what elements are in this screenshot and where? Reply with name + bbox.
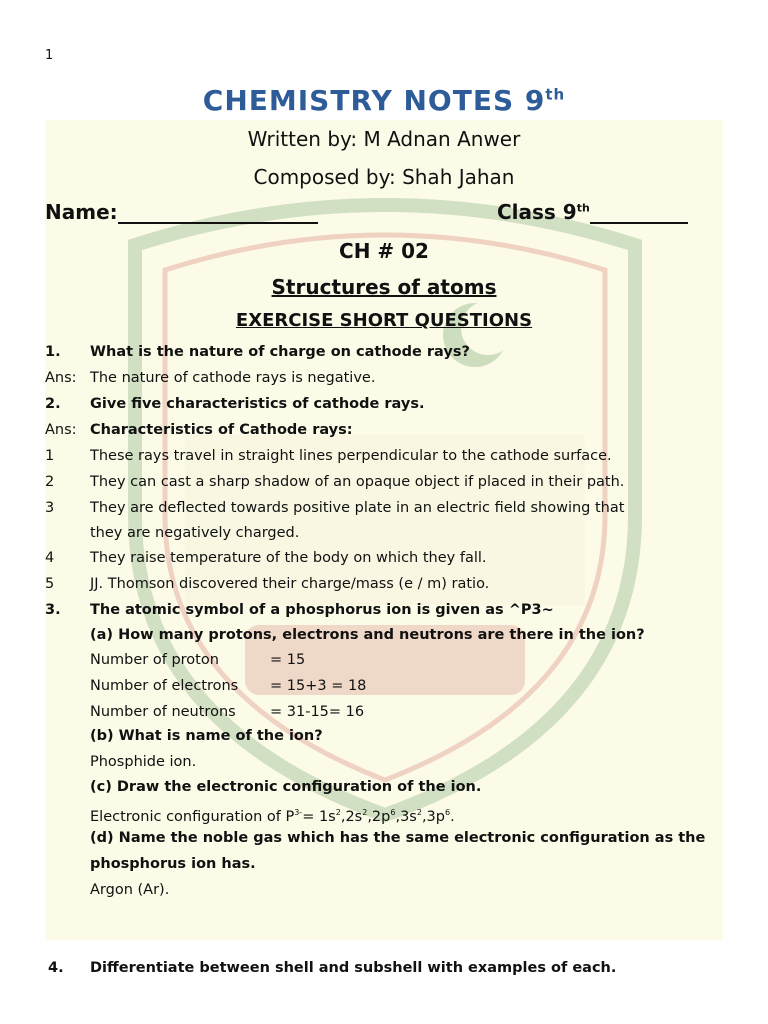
written-by: Written by: M Adnan Anwer: [247, 127, 521, 151]
chapter-title: Structures of atoms: [271, 275, 497, 299]
name-blank: [118, 202, 318, 224]
class-label: Class 9: [497, 200, 577, 224]
class-field: [497, 200, 688, 224]
composed-by: Composed by: Shah Jahan: [253, 165, 515, 189]
name-label: Name:: [45, 200, 118, 224]
section-title: EXERCISE SHORT QUESTIONS: [235, 310, 533, 331]
name-field: [45, 200, 318, 224]
chapter-number: CH # 02: [339, 239, 429, 263]
class-blank: [590, 202, 688, 224]
title-text: CHEMISTRY NOTES 9: [202, 84, 546, 117]
document-title: [0, 84, 768, 117]
title-superscript: th: [545, 85, 566, 104]
page-number: 1: [45, 48, 54, 63]
class-superscript: th: [576, 201, 590, 215]
